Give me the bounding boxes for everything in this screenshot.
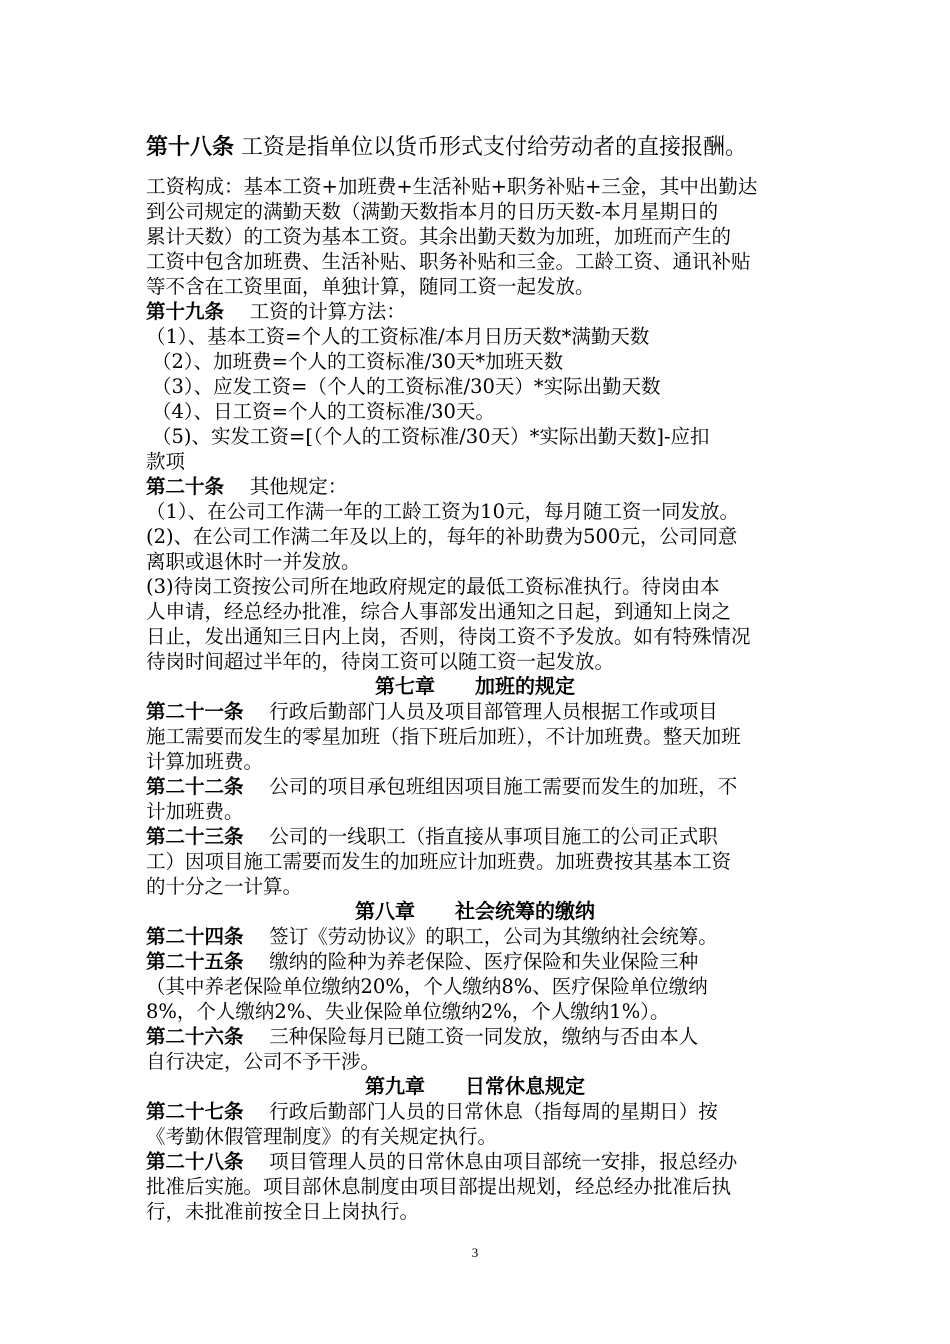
article-20 [146,474,347,499]
article-21-line: 行政后勤部门人员及项目部管理人员根据工作或项目 [269,700,718,723]
paragraph-line: （其中养老保险单位缴纳20%，个人缴纳8%、医疗保险单位缴纳 [146,975,708,998]
article-22-line: 公司的项目承包班组因项目施工需要而发生的加班，不 [269,775,738,798]
paragraph-line: 人申请，经总经办批准，综合人事部发出通知之日起，到通知上岗之 [146,600,732,623]
list-item: （5)、实发工资=[（个人的工资标准/30天）*实际出勤天数]-应扣 [152,425,710,448]
article-25-line: 缴纳的险种为养老保险、医疗保险和失业保险三种 [269,950,699,973]
article-19-heading: 第十九条 [146,300,225,323]
paragraph-line: 行，未批准前按全日上岗执行。 [146,1200,420,1223]
list-item: （2）、加班费=个人的工资标准/30天*加班天数 [152,350,564,373]
article-22 [146,774,737,799]
article-27-line: 行政后勤部门人员的日常休息（指每周的星期日）按 [269,1100,718,1123]
article-19-text: 工资的计算方法： [249,300,406,323]
paragraph-line: 累计天数）的工资为基本工资。其余出勤天数为加班，加班而产生的 [146,225,732,248]
paragraph-line: 施工需要而发生的零星加班（指下班后加班），不计加班费。整天加班 [146,725,741,748]
article-20-text: 其他规定： [249,475,348,498]
article-23-heading: 第二十三条 [146,825,244,848]
article-24-line: 签订《劳动协议》的职工，公司为其缴纳社会统筹。 [269,925,718,948]
article-26 [146,1024,698,1049]
page-number: 3 [471,1245,479,1260]
chapter-9-title: 第九章 日常休息规定 [365,1074,585,1098]
paragraph-line: (3)待岗工资按公司所在地政府规定的最低工资标准执行。待岗由本 [146,575,720,598]
article-19 [146,299,406,324]
paragraph-line: 批准后实施。项目部休息制度由项目部提出规划，经总经办批准后执 [146,1175,732,1198]
article-25-heading: 第二十五条 [146,950,244,973]
list-item: （1）、基本工资=个人的工资标准/本月日历天数*满勤天数 [146,325,650,348]
paragraph-line: 的十分之一计算。 [146,875,303,898]
article-22-heading: 第二十二条 [146,775,244,798]
article-23-line: 公司的一线职工（指直接从事项目施工的公司正式职 [269,825,718,848]
paragraph-line: 《考勤休假管理制度》的有关规定执行。 [146,1125,498,1148]
list-item: 款项 [146,450,186,473]
article-24-heading: 第二十四条 [146,925,244,948]
article-21 [146,699,718,724]
article-23 [146,824,718,849]
paragraph-line: 待岗时间超过半年的，待岗工资可以随工资一起发放。 [146,650,615,673]
paragraph-line: (2)、在公司工作满二年及以上的，每年的补助费为500元，公司同意 [146,525,738,548]
paragraph-line: （1）、在公司工作满一年的工龄工资为10元，每月随工资一同发放。 [146,500,739,523]
article-24 [146,924,718,949]
article-27-heading: 第二十七条 [146,1100,244,1123]
article-18-title [146,133,747,163]
article-28 [146,1149,737,1174]
article-20-heading: 第二十条 [146,475,225,498]
article-25 [146,949,698,974]
article-28-line: 项目管理人员的日常休息由项目部统一安排，报总经办 [269,1150,738,1173]
paragraph-line: 自行决定，公司不予干涉。 [146,1050,381,1073]
list-item: （3）、应发工资=（个人的工资标准/30天）*实际出勤天数 [152,375,661,398]
article-18-heading: 第十八条 [146,135,235,160]
paragraph-line: 工资中包含加班费、生活补贴、职务补贴和三金。工龄工资、通讯补贴 [146,250,751,273]
paragraph-line: 到公司规定的满勤天数（满勤天数指本月的日历天数-本月星期日的 [146,200,719,223]
paragraph-line: 计算加班费。 [146,750,264,773]
paragraph-line: 日止，发出通知三日内上岗，否则，待岗工资不予发放。如有特殊情况 [146,625,751,648]
chapter-8-title: 第八章 社会统筹的缴纳 [355,899,595,923]
article-18-text: 工资是指单位以货币形式支付给劳动者的直接报酬。 [241,135,748,160]
article-26-line: 三种保险每月已随工资一同发放，缴纳与否由本人 [269,1025,699,1048]
article-27 [146,1099,718,1124]
paragraph-line: 8%，个人缴纳2%、失业保险单位缴纳2%，个人缴纳1%）。 [146,1000,670,1023]
article-21-heading: 第二十一条 [146,700,244,723]
chapter-7-title: 第七章 加班的规定 [375,674,575,698]
paragraph-line: 工资构成：基本工资+加班费+生活补贴+职务补贴+三金，其中出勤达 [146,175,758,198]
paragraph-line: 等不含在工资里面，单独计算，随同工资一起发放。 [146,275,595,298]
article-26-heading: 第二十六条 [146,1025,244,1048]
paragraph-line: 计加班费。 [146,800,244,823]
paragraph-line: 工）因项目施工需要而发生的加班应计加班费。加班费按其基本工资 [146,850,732,873]
article-28-heading: 第二十八条 [146,1150,244,1173]
paragraph-line: 离职或退休时一并发放。 [146,550,361,573]
list-item: （4）、日工资=个人的工资标准/30天。 [152,400,495,423]
